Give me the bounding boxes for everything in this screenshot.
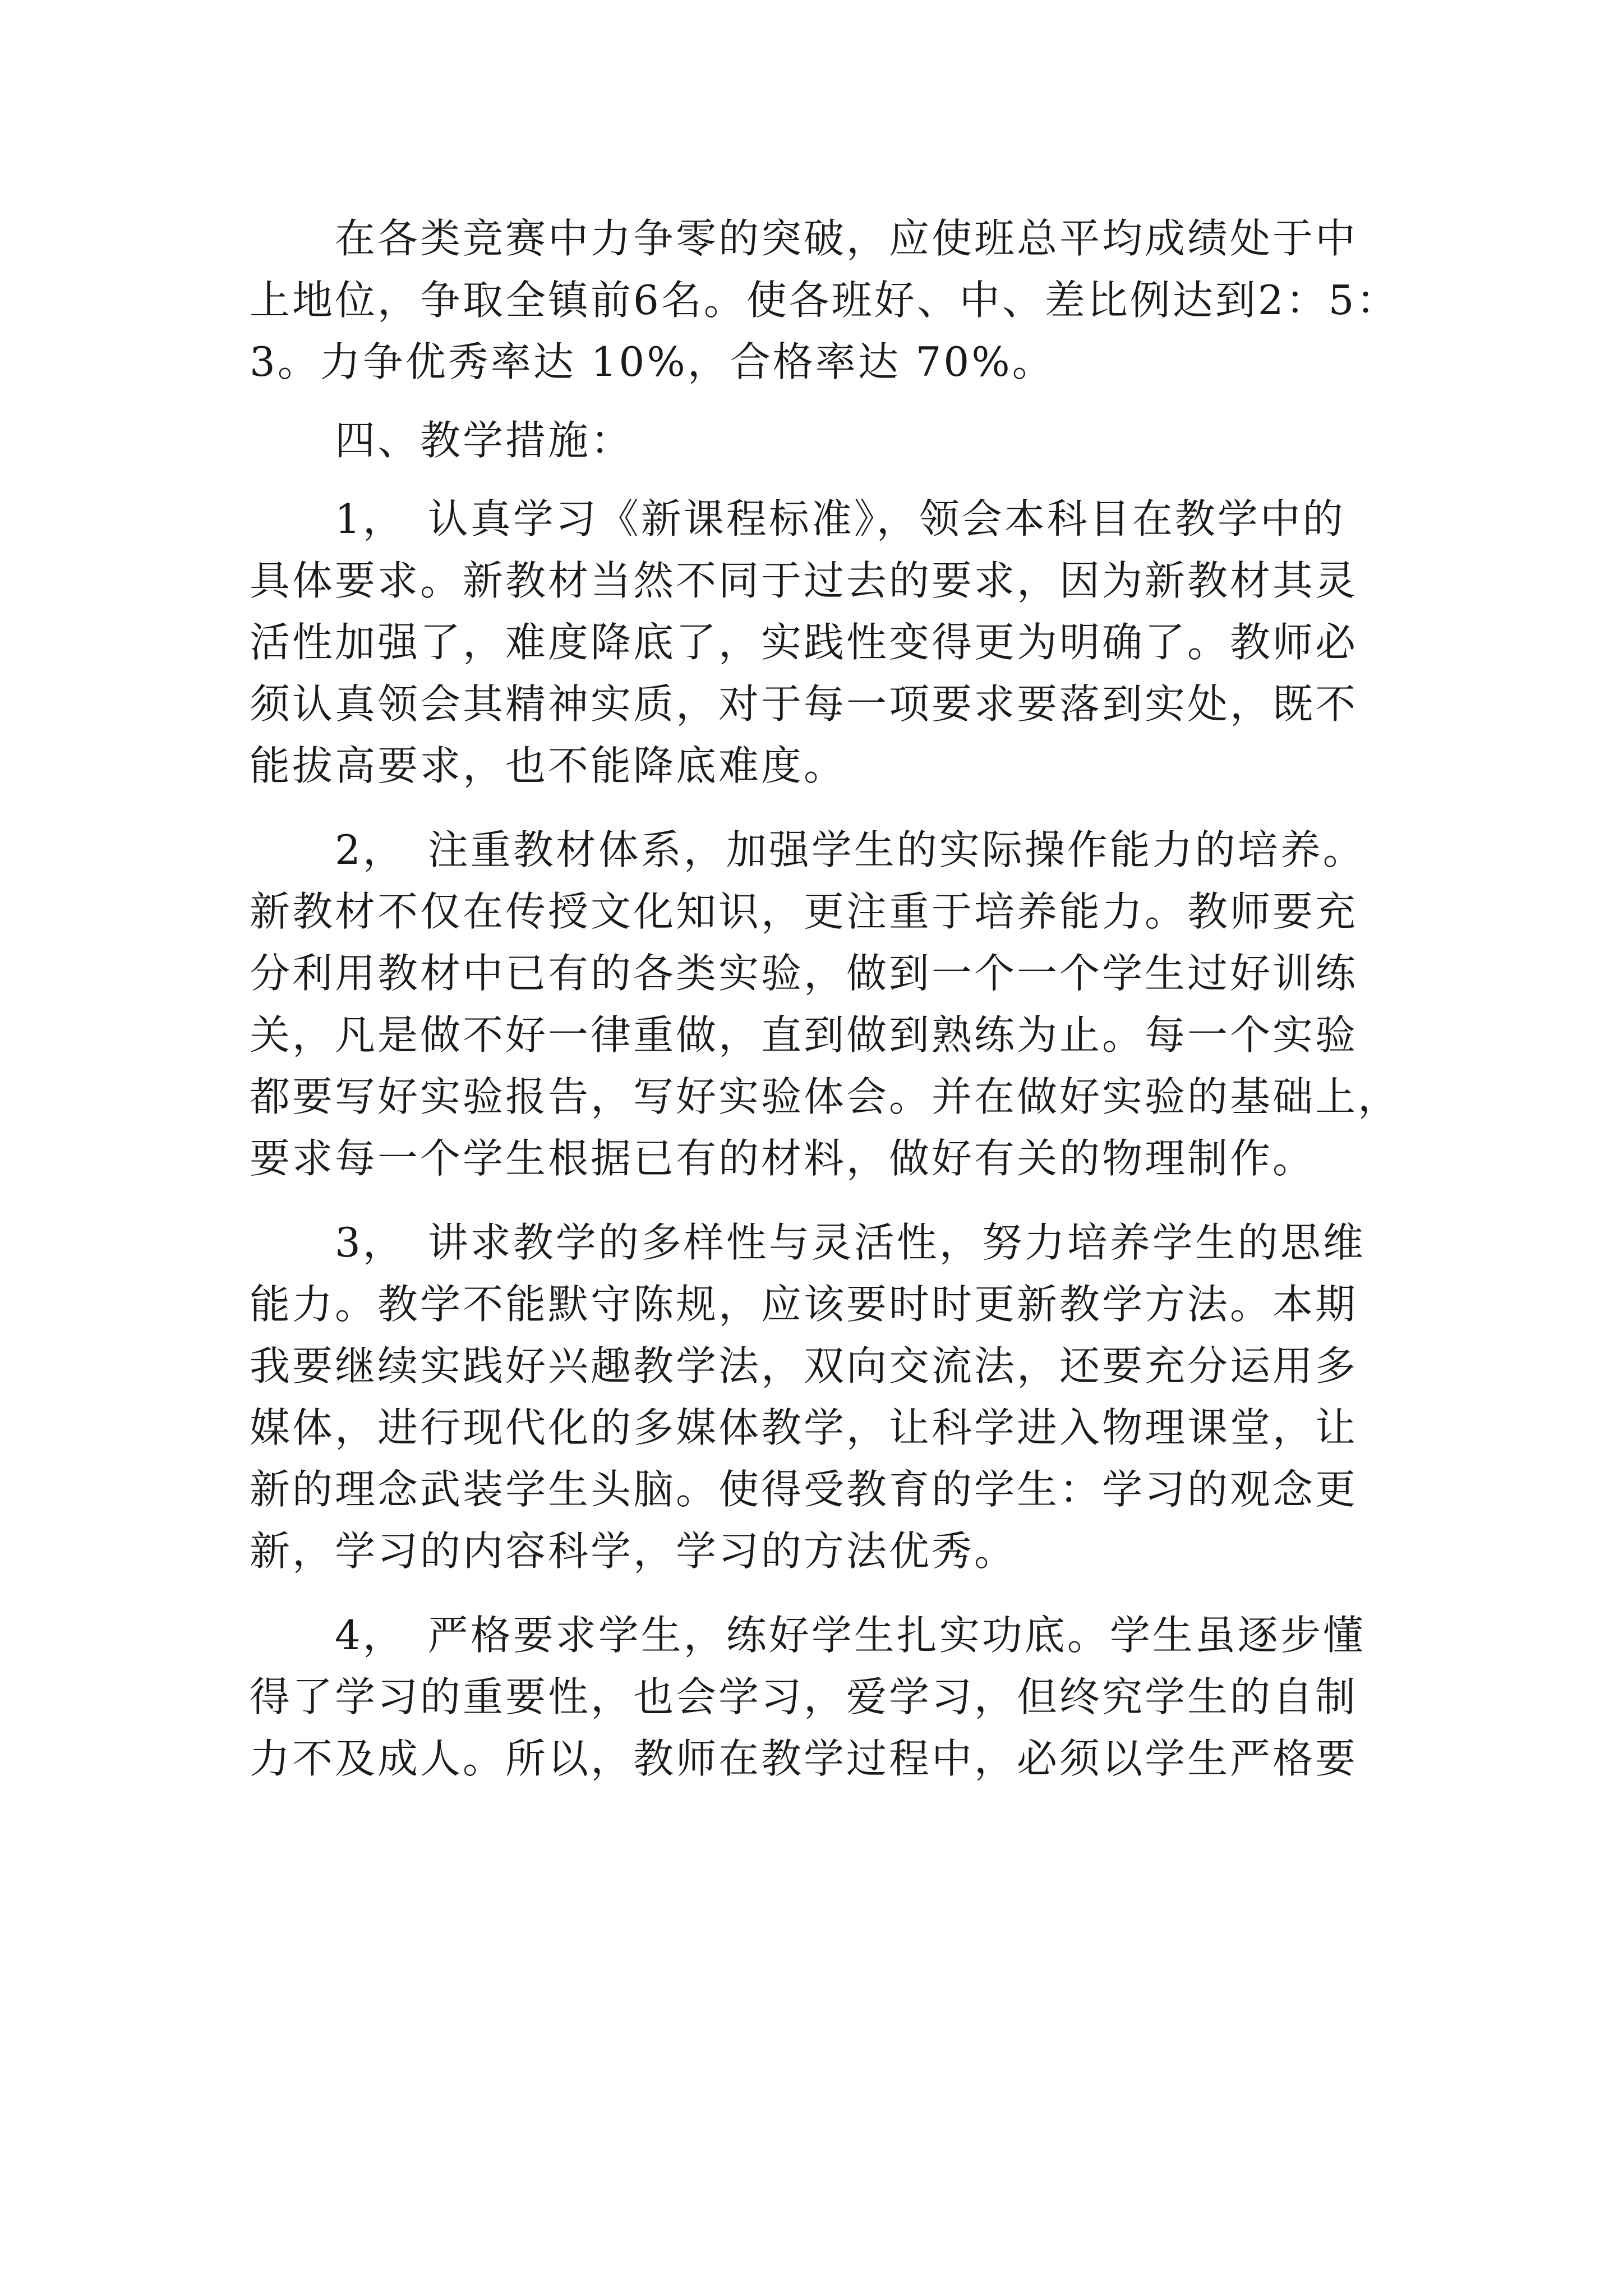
text-line: 要求每一个学生根据已有的材料，做好有关的物理制作。 (250, 1135, 1316, 1182)
text-line: 媒体，进行现代化的多媒体教学，让科学进入物理课堂，让 (250, 1404, 1358, 1451)
text-line: 新，学习的内容科学，学习的方法优秀。 (250, 1527, 1017, 1575)
text-line: 我要继续实践好兴趣教学法，双向交流法，还要充分运用多 (250, 1342, 1358, 1389)
text-line: 1， 认真学习《新课程标准》，领会本科目在教学中的 (250, 495, 1345, 542)
text-line: 3， 讲求教学的多样性与灵活性，努力培养学生的思维 (250, 1219, 1366, 1266)
paragraph-measure-3 (250, 1212, 1394, 1582)
text-line: 具体要求。新教材当然不同于过去的要求，因为新教材其灵 (250, 557, 1358, 604)
paragraph-measure-1 (250, 488, 1394, 797)
paragraph-goal (250, 208, 1399, 393)
text-line: 须认真领会其精神实质，对于每一项要求要落到实处，既不 (250, 680, 1358, 728)
text-line: 都要写好实验报告，写好实验体会。并在做好实验的基础上， (250, 1073, 1401, 1120)
text-line: 力不及成人。所以，教师在教学过程中，必须以学生严格要 (250, 1735, 1358, 1782)
text-line: 新教材不仅在传授文化知识，更注重于培养能力。教师要充 (250, 888, 1358, 935)
text-line: 分利用教材中已有的各类实验，做到一个一个学生过好训练 (250, 950, 1358, 997)
text-line: 在各类竞赛中力争零的突破，应使班总平均成绩处于中 (250, 215, 1358, 262)
text-line: 四、教学措施： (250, 417, 634, 464)
text-line: 新的理念武装学生头脑。使得受教育的学生：学习的观念更 (250, 1466, 1358, 1513)
text-line: 能力。教学不能默守陈规，应该要时时更新教学方法。本期 (250, 1281, 1358, 1328)
text-line: 上地位，争取全镇前6名。使各班好、中、差比例达到2：5： (250, 277, 1399, 324)
text-line: 关，凡是做不好一律重做，直到做到熟练为止。每一个实验 (250, 1011, 1358, 1059)
text-line: 2， 注重教材体系，加强学生的实际操作能力的培养。 (250, 826, 1366, 873)
paragraph-measure-2 (250, 819, 1401, 1189)
text-line: 3。力争优秀率达 10%，合格率达 70%。 (250, 338, 1055, 385)
paragraph-measure-4 (250, 1604, 1394, 1789)
text-line: 活性加强了，难度降底了，实践性变得更为明确了。教师必 (250, 619, 1358, 666)
text-line: 得了学习的重要性，也会学习，爱学习，但终究学生的自制 (250, 1673, 1358, 1720)
text-line: 能拔高要求，也不能降底难度。 (250, 742, 847, 789)
text-line: 4， 严格要求学生，练好学生扎实功底。学生虽逐步懂 (250, 1612, 1366, 1659)
section-heading (250, 409, 1394, 471)
document-body (250, 208, 1401, 1789)
